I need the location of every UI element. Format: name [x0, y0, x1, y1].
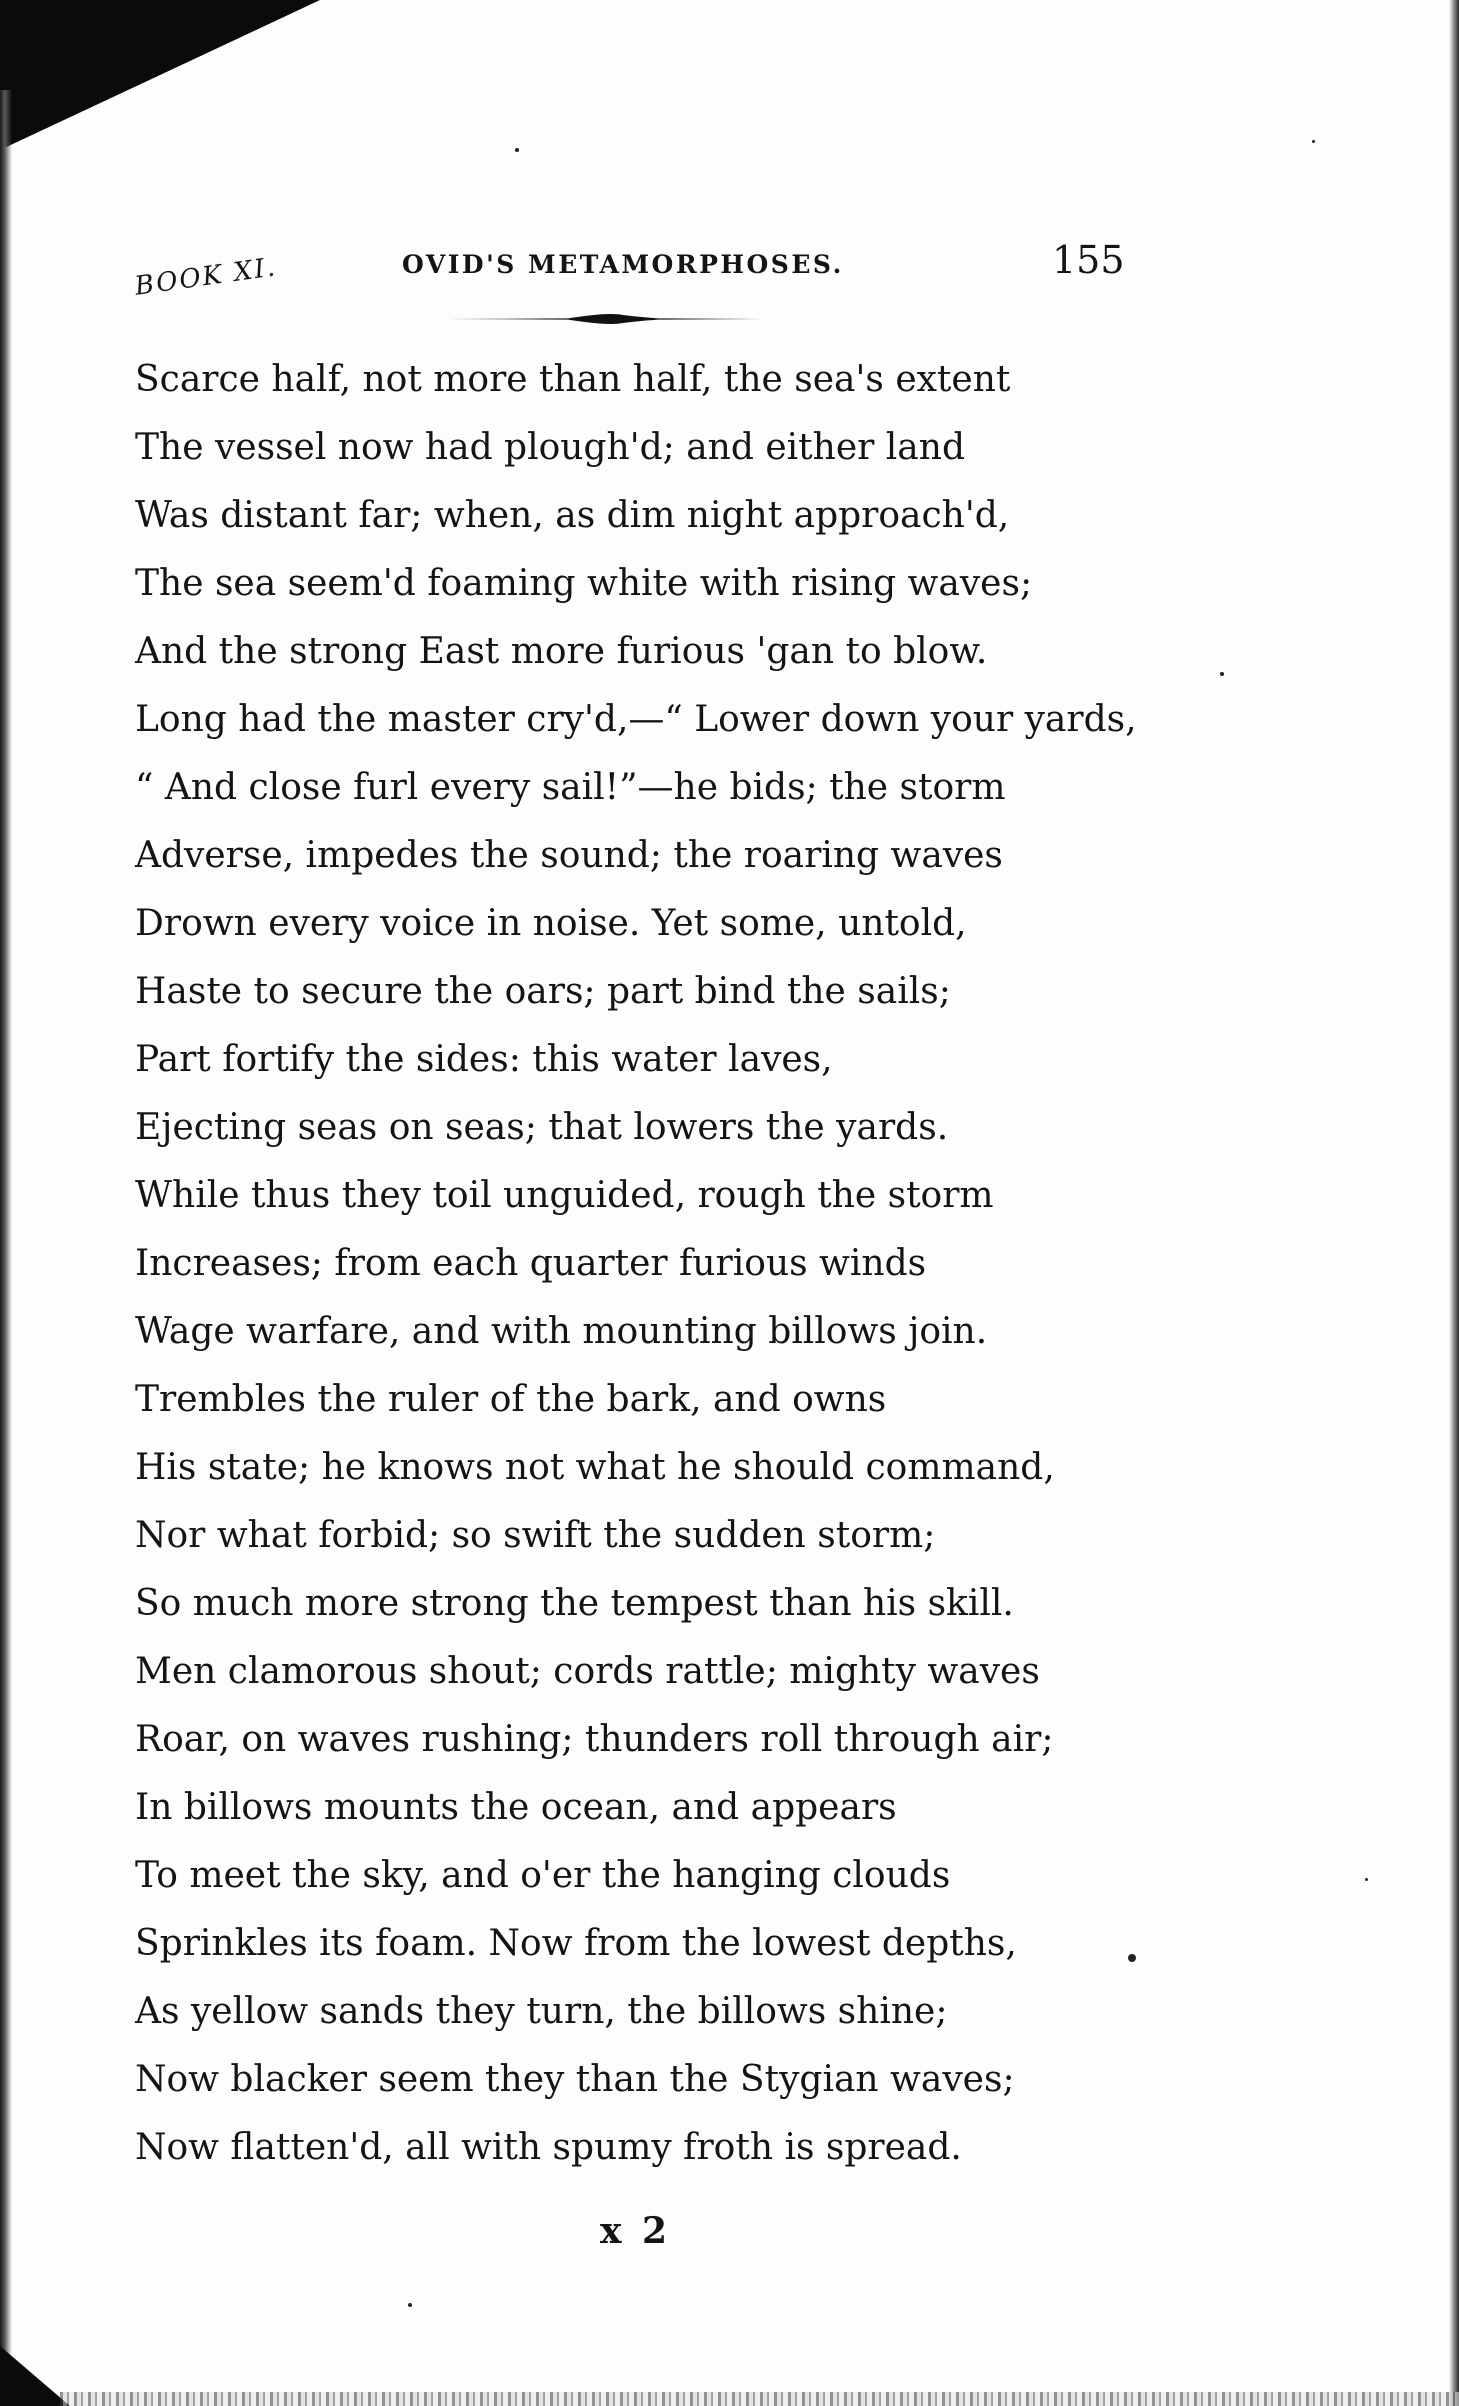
verse-line: Increases; from each quarter furious winds: [135, 1243, 927, 1284]
verse-line: Roar, on waves rushing; thunders roll through air;: [135, 1719, 1054, 1760]
verse-line: Adverse, impedes the sound; the roaring waves: [135, 835, 1003, 876]
page-title: OVID'S METAMORPHOSES.: [402, 250, 844, 279]
verse-line: Sprinkles its foam. Now from the lowest depths,: [135, 1923, 1017, 1964]
scan-shadow-left-edge: [0, 90, 12, 2406]
verse-line: The vessel now had plough'd; and either land: [135, 427, 965, 468]
verse-line: Scarce half, not more than half, the sea's extent: [135, 359, 1011, 400]
verse-line: The sea seem'd foaming white with rising waves;: [135, 563, 1033, 604]
verse-line: And the strong East more furious 'gan to blow.: [135, 631, 988, 672]
ornament-rule: [448, 310, 773, 328]
page-number: 155: [1052, 238, 1125, 282]
verse-line: “ And close furl every sail!”—he bids; the storm: [135, 767, 1006, 808]
verse-line: Was distant far; when, as dim night approach'd,: [135, 495, 1010, 536]
verse-line: To meet the sky, and o'er the hanging clouds: [135, 1855, 951, 1896]
verse-line: Now blacker seem they than the Stygian waves;: [135, 2059, 1015, 2100]
verse-line: Wage warfare, and with mounting billows join.: [135, 1311, 988, 1352]
scan-shadow-right-edge: [1449, 0, 1459, 2406]
verse-line: Trembles the ruler of the bark, and owns: [135, 1379, 887, 1420]
verse-line: Long had the master cry'd,—“ Lower down your yards,: [135, 699, 1137, 740]
verse-line: Ejecting seas on seas; that lowers the yards.: [135, 1107, 949, 1148]
running-head: [130, 220, 1130, 310]
verse-line: In billows mounts the ocean, and appears: [135, 1787, 897, 1828]
verse-line: His state; he knows not what he should command,: [135, 1447, 1055, 1488]
book-label: BOOK XI.: [132, 252, 279, 302]
verse-line: Now flatten'd, all with spumy froth is spread.: [135, 2127, 962, 2168]
verse-line: Haste to secure the oars; part bind the sails;: [135, 971, 951, 1012]
signature-mark: x 2: [600, 2210, 672, 2252]
verse-line: Drown every voice in noise. Yet some, untold,: [135, 903, 967, 944]
scan-shadow-top-left: [0, 0, 320, 150]
verse-line: Part fortify the sides: this water laves,: [135, 1039, 833, 1080]
scan-shadow-bottom-edge: [60, 2392, 1459, 2406]
verse-line: So much more strong the tempest than his skill.: [135, 1583, 1014, 1624]
verse-line: While thus they toil unguided, rough the storm: [135, 1175, 994, 1216]
verse-line: Nor what forbid; so swift the sudden storm;: [135, 1515, 936, 1556]
verse-line: As yellow sands they turn, the billows shine;: [135, 1991, 948, 2032]
verse-line: Men clamorous shout; cords rattle; mighty waves: [135, 1651, 1040, 1692]
